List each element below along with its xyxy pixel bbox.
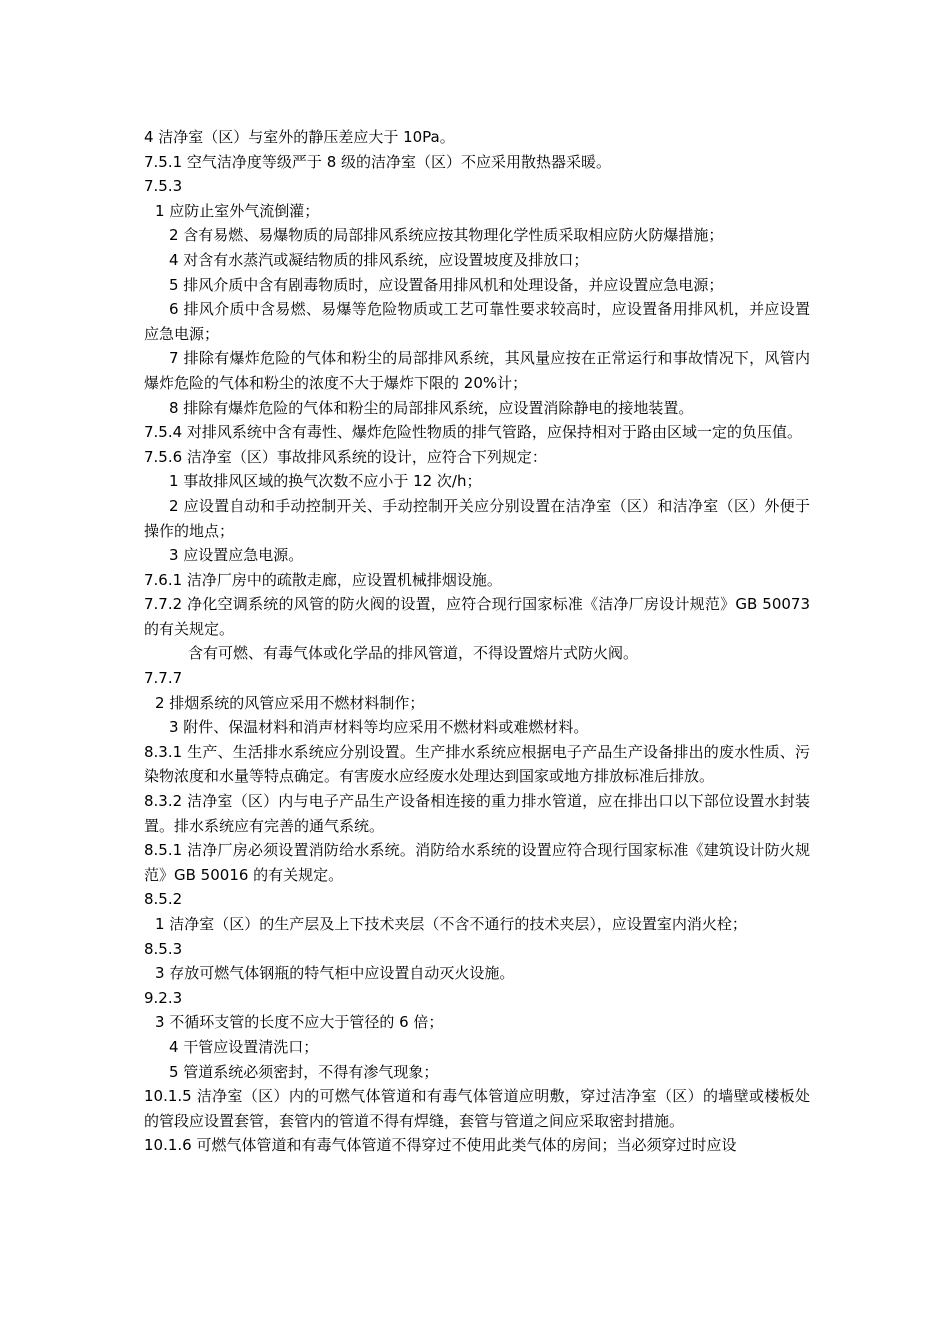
text-line: 7 排除有爆炸危险的气体和粉尘的局部排风系统，其风量应按在正常运行和事故情况下，风管内爆炸危险的气体和粉尘的浓度不大于爆炸下限的 20%计； <box>144 349 810 392</box>
text-line: 1 应防止室外气流倒灌； <box>155 201 320 220</box>
text-line: 8 排除有爆炸危险的气体和粉尘的局部排风系统，应设置消除静电的接地装置。 <box>169 398 694 417</box>
text-line: 7.5.6 洁净室（区）事故排风系统的设计，应符合下列规定： <box>144 447 547 466</box>
text-line: 8.5.2 <box>144 890 183 909</box>
text-line: 7.5.4 对排风系统中含有毒性、爆炸危险性物质的排气管路，应保持相对于路由区域一定的负压值。 <box>144 423 802 442</box>
text-line: 2 排烟系统的风管应采用不燃材料制作； <box>155 693 425 712</box>
text-line: 2 含有易燃、易爆物质的局部排风系统应按其物理化学性质采取相应防火防爆措施； <box>169 226 724 245</box>
text-line: 4 洁净室（区）与室外的静压差应大于 10Pa。 <box>144 128 455 146</box>
text-line: 7.7.2 净化空调系统的风管的防火阀的设置，应符合现行国家标准《洁净厂房设计规范》GB 50073 的有关规定。 <box>144 595 810 638</box>
text-line: 8.3.2 洁净室（区）内与电子产品生产设备相连接的重力排水管道，应在排出口以下部位设置水封装置。排水系统应有完善的通气系统。 <box>144 792 810 835</box>
text-line: 10.1.6 可燃气体管道和有毒气体管道不得穿过不使用此类气体的房间；当必须穿过时应设 <box>144 1136 737 1155</box>
document-body <box>144 125 810 1158</box>
text-line: 3 不循环支管的长度不应大于管径的 6 倍； <box>155 1013 444 1032</box>
text-line: 5 排风介质中含有剧毒物质时，应设置备用排风机和处理设备，并应设置应急电源； <box>169 275 724 294</box>
text-line: 9.2.3 <box>144 988 183 1007</box>
text-line: 7.7.7 <box>144 669 183 688</box>
text-line: 3 附件、保温材料和消声材料等均应采用不燃材料或难燃材料。 <box>169 718 589 737</box>
text-line: 7.6.1 洁净厂房中的疏散走廊，应设置机械排烟设施。 <box>144 570 502 589</box>
text-line: 8.3.1 生产、生活排水系统应分别设置。生产排水系统应根据电子产品生产设备排出的废水性质、污染物浓度和水量等特点确定。有害废水应经废水处理达到国家或地方排放标准后排放。 <box>144 742 810 786</box>
text-line: 3 应设置应急电源。 <box>169 546 304 565</box>
text-line: 8.5.3 <box>144 939 183 958</box>
text-line: 10.1.5 洁净室（区）内的可燃气体管道和有毒气体管道应明敷，穿过洁净室（区）的墙壁或楼板处的管段应设置套管，套管内的管道不得有焊缝，套管与管道之间应采取密封措施。 <box>144 1087 810 1130</box>
text-line: 8.5.1 洁净厂房必须设置消防给水系统。消防给水系统的设置应符合现行国家标准《建筑设计防火规范》GB 50016 的有关规定。 <box>144 841 810 884</box>
text-line: 3 存放可燃气体钢瓶的特气柜中应设置自动灭火设施。 <box>155 964 515 983</box>
text-line: 2 应设置自动和手动控制开关、手动控制开关应分别设置在洁净室（区）和洁净室（区）外便于操作的地点； <box>144 496 810 540</box>
text-line: 7.5.3 <box>144 177 183 196</box>
text-line: 4 干管应设置清洗口； <box>169 1037 319 1056</box>
text-line: 5 管道系统必须密封，不得有渗气现象； <box>169 1062 439 1081</box>
text-line: 4 对含有水蒸汽或凝结物质的排风系统，应设置坡度及排放口； <box>169 250 589 269</box>
text-line: 1 事故排风区域的换气次数不应小于 12 次/h； <box>169 472 482 491</box>
text-line: 含有可燃、有毒气体或化学品的排风管道，不得设置熔片式防火阀。 <box>188 644 639 663</box>
text-line: 6 排风介质中含易燃、易爆等危险物质或工艺可靠性要求较高时，应设置备用排风机，并应设置应急电源； <box>144 300 810 343</box>
text-line: 1 洁净室（区）的生产层及上下技术夹层（不含不通行的技术夹层），应设置室内消火栓； <box>155 915 747 933</box>
text-line: 7.5.1 空气洁净度等级严于 8 级的洁净室（区）不应采用散热器采暖。 <box>144 152 612 171</box>
